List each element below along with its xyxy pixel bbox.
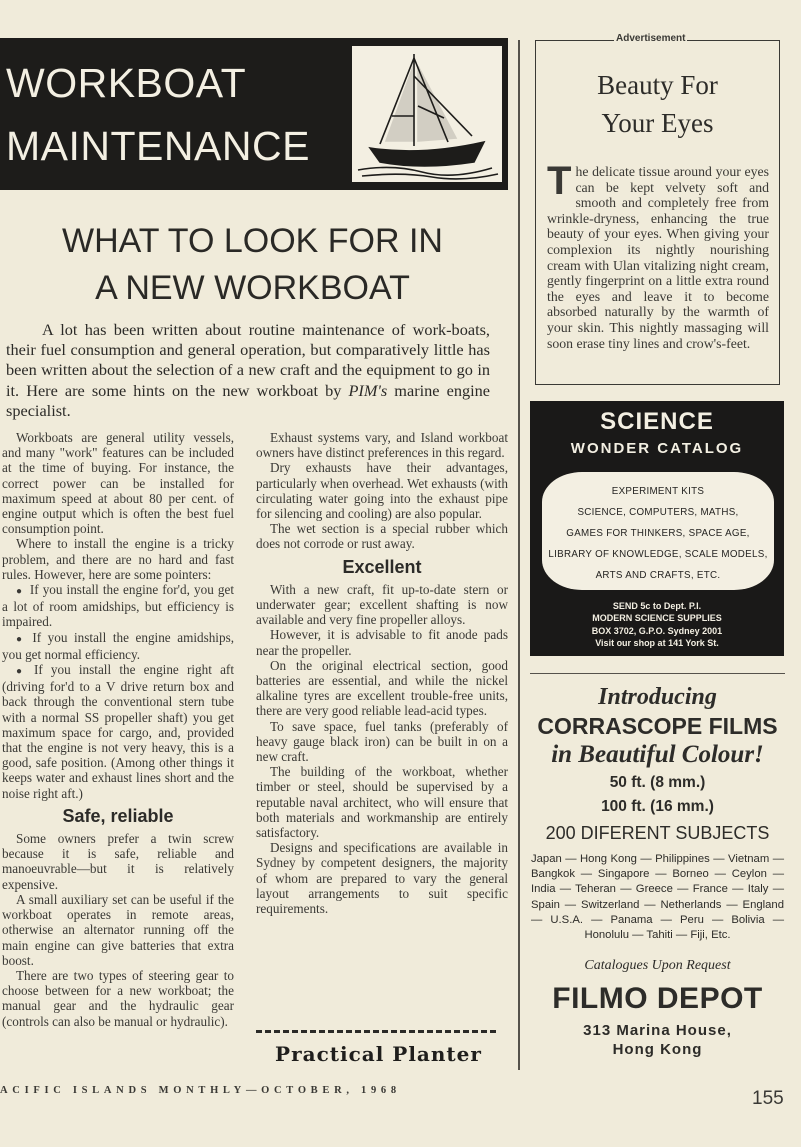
bullet-text: If you install the engine for'd, you get a lot of room amidships, but efficiency is impaired. (2, 582, 234, 630)
intro-pim: PIM's (348, 380, 388, 400)
ad-films-colour: in Beautiful Colour! (551, 741, 764, 768)
advertisement-tag: Advertisement (616, 33, 686, 44)
paragraph: The wet section is a special rubber which does not corrode or rust away. (256, 521, 508, 552)
ad-beauty-title: Beauty For Your Eyes (597, 70, 718, 138)
running-footer: ACIFIC ISLANDS MONTHLY—OCTOBER, 1968 (0, 1085, 401, 1096)
bullet-text: If you install the engine right aft (driving for'd to a V drive return box and back through the conventional stern tube with a normal SS propeller shaft) you get maximum space for cargo, and, provided that the engine is not very heavy, this is a good, safe position. (Among other things it keeps water and exhaust lines short and the noise right aft.) (2, 662, 234, 801)
ad-science-title: SCIENCE (600, 408, 714, 435)
bullet-item (2, 582, 234, 630)
paragraph: However, it is advisable to fit anode pads near the propeller. (256, 627, 508, 658)
paragraph: Designs and specifications are available in Sydney by competent designers, the majority of whom are prepared to vary the general layout arrangements to suit specific requirements. (256, 840, 508, 917)
ad-science-line: ARTS AND CRAFTS, ETC. (595, 570, 721, 581)
ad-films-subjects: 200 DIFERENT SUBJECTS (545, 823, 770, 843)
paragraph: Some owners prefer a twin screw because it is safe, reliable and manoeuvrable—but it is relatively expensive. (2, 831, 234, 892)
column-divider (518, 40, 520, 1070)
ad-films-format-16mm: 100 ft. (16 mm.) (601, 798, 714, 815)
ad-science-subtitle: WONDER CATALOG (570, 440, 744, 457)
signoff-practical-planter: Practical Planter (275, 1042, 482, 1066)
ad-films-catalogues: Catalogues Upon Request (584, 958, 731, 973)
paragraph: To save space, fuel tanks (preferably of heavy gauge black iron) can be built in on a new craft. (256, 718, 508, 765)
article-column-2 (256, 430, 508, 916)
intro-text: A lot has been written about routine maintenance of work-boats, their fuel consumption and general operation, but comparatively little has been written about the selection of a new craft and the equipment to go in it. Here are some hints on the new workboat by (6, 320, 490, 400)
subheading: Safe, reliable (62, 805, 174, 826)
ad-science-line: EXPERIMENT KITS (611, 486, 705, 497)
bullet-item (2, 630, 234, 662)
intro-text-end: marine engine specialist. (6, 380, 490, 420)
ad-science-send: SEND 5c to Dept. P.I. (612, 601, 702, 611)
bullet-item (2, 662, 234, 801)
paragraph: The building of the workboat, whether timber or steel, should be supervised by a reputable naval architect, who will ensure that both materials and workmanship are entirely satisfactory. (256, 764, 508, 841)
bullet-icon (16, 582, 30, 597)
paragraph: Where to install the engine is a tricky problem, and there are no hard and fast rules. However, here are some pointers: (2, 536, 234, 582)
ad-science-send: Visit our shop at 141 York St. (595, 638, 719, 648)
sailboat-icon (352, 46, 502, 182)
paragraph: On the original electrical section, good batteries are essential, and while the nickel alkaline tyres are excellent trouble-free units, there are very good reliable lead-acid types. (256, 657, 508, 719)
ad-films-format-8mm: 50 ft. (8 mm.) (609, 774, 706, 791)
paragraph: With a new craft, fit up-to-date stern or underwater gear; excellent shafting is now available and very fine propeller alloys. (256, 581, 508, 628)
ad-films-introducing: Introducing (598, 684, 717, 710)
ad-films-address: 313 Marina House, (583, 1022, 732, 1039)
ad-science-send: BOX 3702, G.P.O. Sydney 2001 (591, 626, 723, 636)
paragraph: There are two types of steering gear to choose between for a new workboat; the manual gear and the hydraulic gear (controls can also be manual or hydraulic). (2, 967, 234, 1029)
bullet-text: If you install the engine amidships, you get normal efficiency. (2, 629, 234, 662)
article-intro (6, 320, 490, 421)
bullet-icon (16, 662, 34, 677)
ad-science-line: LIBRARY OF KNOWLEDGE, SCALE MODELS, (548, 549, 768, 560)
article-headline: WHAT TO LOOK FOR IN A NEW WORKBOAT (62, 222, 443, 307)
ad-beauty-body (547, 159, 769, 351)
bullet-icon (16, 630, 32, 645)
ad-beauty-text: he delicate tissue around your eyes can be kept velvety soft and smooth and completely free from wrinkle-dryness, enhancing the true beauty of your eyes. When giving your complexion its nightly nourishing cream with Ulan vitalizing night cream, gently fingerprint on a little extra round the eyes and leave it to become absorbed naturally by the warmth of your skin. This nightly massaging will soon erase tiny lines and crow's-feet. (547, 164, 769, 351)
paragraph: Dry exhausts have their advantages, particularly when overhead. Wet exhausts (with circulating water going into the exhaust pipe for silencing and cooling) are also popular. (256, 460, 508, 522)
drop-cap: T (547, 159, 572, 203)
ad-films-brand: CORRASCOPE FILMS (537, 713, 778, 739)
paragraph: Workboats are general utility vessels, and many "work" features can be included at the time of buying. For instance, the correct power can be installed for maximum speed at about 80 per cent. of engine output which is often the best fuel consumption point. (2, 430, 234, 537)
ad-films-address: Hong Kong (612, 1041, 703, 1058)
ad-science-send: MODERN SCIENCE SUPPLIES (592, 613, 722, 623)
sailboat-illustration (352, 46, 502, 182)
paragraph: A small auxiliary set can be useful if the workboat operates in remote areas, otherwise an alternator running off the main engine can give batteries that extra boost. (2, 891, 234, 968)
ad-science-line: SCIENCE, COMPUTERS, MATHS, (577, 507, 739, 518)
banner-title: WORKBOAT MAINTENANCE (6, 60, 310, 169)
ad-films-places: Japan — Hong Kong — Philippines — Vietnam — Bangkok — Singapore — Borneo — Ceylon — India — Teheran — Greece — France — Italy — Spain — Switzerland — Netherlands — England — U.S.A. — Panama — Peru — Bolivia — Honolulu — Tahiti — Fiji, Etc. (531, 853, 784, 942)
ad-science-line: GAMES FOR THINKERS, SPACE AGE, (566, 528, 750, 539)
page-number: 155 (752, 1088, 784, 1109)
subheading: Excellent (342, 556, 422, 577)
ad-films-depot: FILMO DEPOT (552, 982, 763, 1015)
paragraph: Exhaust systems vary, and Island workboat owners have distinct preferences in this regard. (256, 430, 508, 461)
article-column-1 (2, 430, 234, 1029)
ad-films-rule (530, 673, 785, 674)
signoff-rule (256, 1030, 496, 1033)
